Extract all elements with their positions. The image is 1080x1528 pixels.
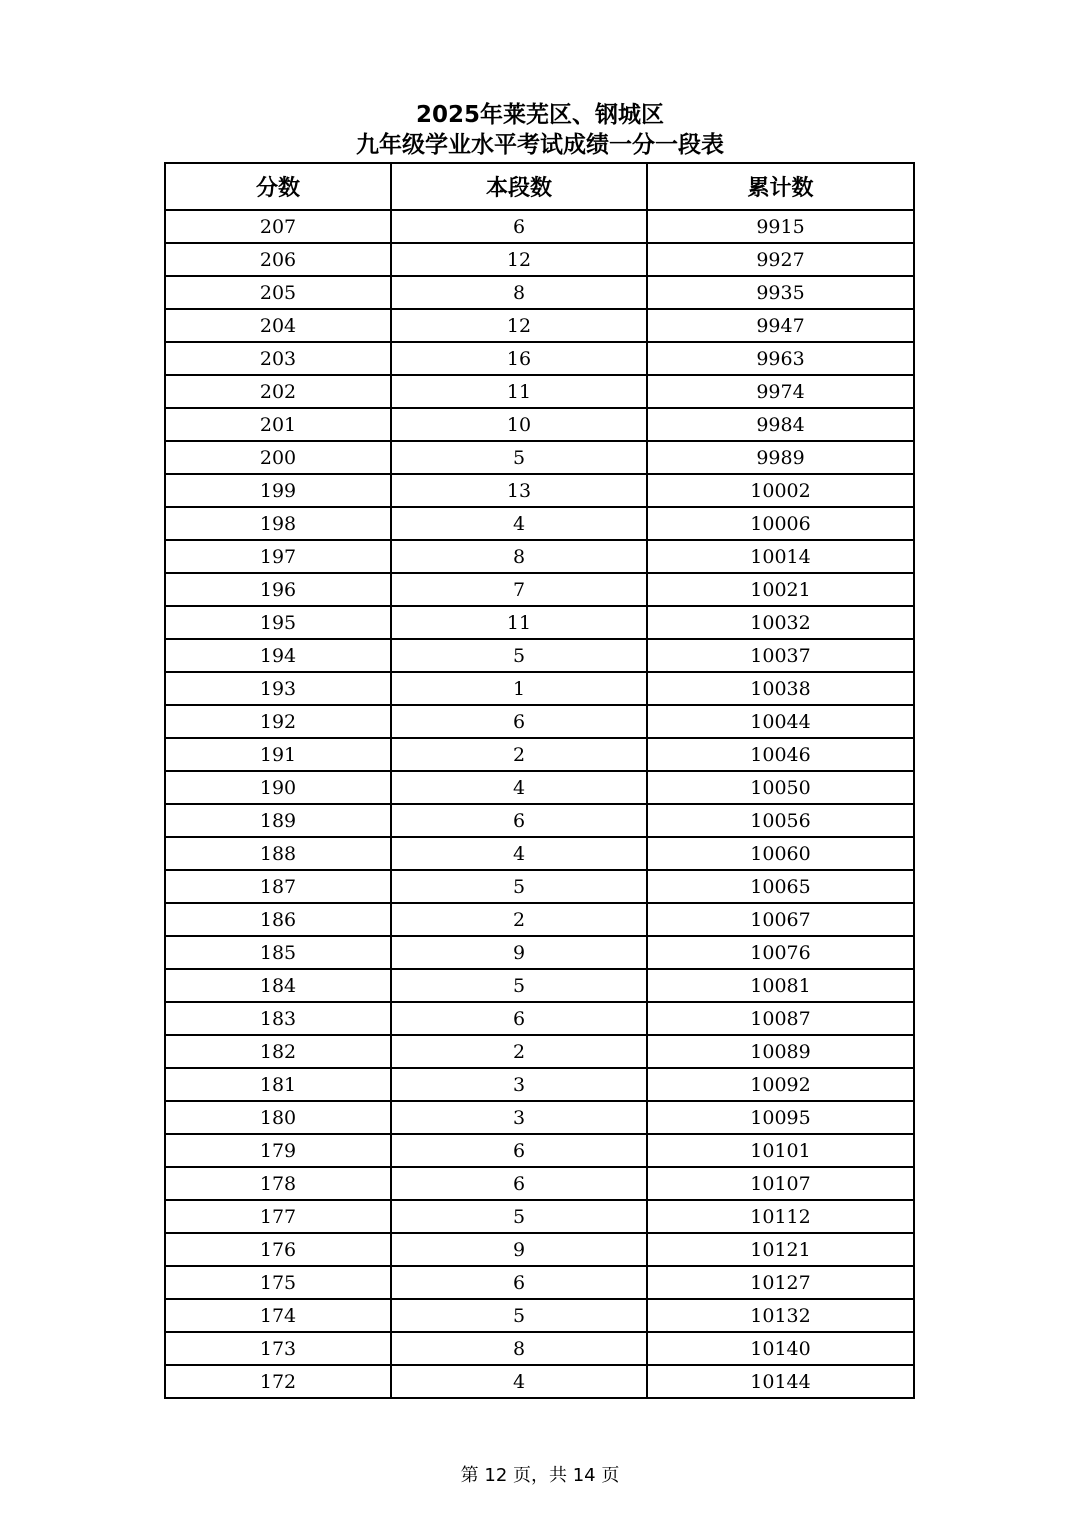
cell-cumulative-count: 10087 <box>647 1002 914 1035</box>
table-row <box>165 705 914 738</box>
header-cumulative-count: 累计数 <box>647 163 914 210</box>
cell-cumulative-count: 10132 <box>647 1299 914 1332</box>
cell-segment-count: 5 <box>391 639 647 672</box>
cell-segment-count: 16 <box>391 342 647 375</box>
cell-score: 174 <box>165 1299 391 1332</box>
table-row <box>165 1266 914 1299</box>
header-segment-count: 本段数 <box>391 163 647 210</box>
cell-cumulative-count: 10067 <box>647 903 914 936</box>
table-row <box>165 309 914 342</box>
cell-segment-count: 7 <box>391 573 647 606</box>
cell-score: 199 <box>165 474 391 507</box>
cell-segment-count: 8 <box>391 276 647 309</box>
cell-cumulative-count: 10006 <box>647 507 914 540</box>
cell-segment-count: 6 <box>391 1134 647 1167</box>
table-row <box>165 474 914 507</box>
cell-segment-count: 2 <box>391 1035 647 1068</box>
cell-cumulative-count: 10021 <box>647 573 914 606</box>
cell-score: 195 <box>165 606 391 639</box>
cell-score: 184 <box>165 969 391 1002</box>
cell-cumulative-count: 9989 <box>647 441 914 474</box>
table-row <box>165 375 914 408</box>
cell-cumulative-count: 10002 <box>647 474 914 507</box>
cell-score: 207 <box>165 210 391 243</box>
cell-cumulative-count: 10044 <box>647 705 914 738</box>
cell-score: 196 <box>165 573 391 606</box>
cell-cumulative-count: 9984 <box>647 408 914 441</box>
cell-score: 190 <box>165 771 391 804</box>
cell-segment-count: 13 <box>391 474 647 507</box>
table-row <box>165 1365 914 1398</box>
cell-cumulative-count: 10050 <box>647 771 914 804</box>
cell-segment-count: 5 <box>391 1299 647 1332</box>
cell-segment-count: 3 <box>391 1068 647 1101</box>
cell-cumulative-count: 10065 <box>647 870 914 903</box>
cell-segment-count: 4 <box>391 507 647 540</box>
cell-score: 180 <box>165 1101 391 1134</box>
cell-cumulative-count: 10046 <box>647 738 914 771</box>
cell-score: 197 <box>165 540 391 573</box>
score-distribution-table <box>164 162 915 1399</box>
cell-cumulative-count: 10076 <box>647 936 914 969</box>
cell-cumulative-count: 10140 <box>647 1332 914 1365</box>
cell-segment-count: 6 <box>391 1266 647 1299</box>
table-row <box>165 1134 914 1167</box>
cell-cumulative-count: 10095 <box>647 1101 914 1134</box>
cell-score: 205 <box>165 276 391 309</box>
cell-segment-count: 5 <box>391 1200 647 1233</box>
document-title <box>0 100 1080 160</box>
title-line-1: 2025年莱芜区、钢城区 <box>415 102 664 128</box>
table-row <box>165 1002 914 1035</box>
cell-score: 200 <box>165 441 391 474</box>
cell-score: 178 <box>165 1167 391 1200</box>
cell-cumulative-count: 9935 <box>647 276 914 309</box>
cell-cumulative-count: 10037 <box>647 639 914 672</box>
table-row <box>165 837 914 870</box>
cell-segment-count: 6 <box>391 210 647 243</box>
cell-segment-count: 11 <box>391 375 647 408</box>
cell-cumulative-count: 9927 <box>647 243 914 276</box>
cell-segment-count: 1 <box>391 672 647 705</box>
table-row <box>165 969 914 1002</box>
table-row <box>165 1299 914 1332</box>
cell-score: 194 <box>165 639 391 672</box>
cell-segment-count: 4 <box>391 771 647 804</box>
table-row <box>165 276 914 309</box>
table-row <box>165 1200 914 1233</box>
table-row <box>165 738 914 771</box>
cell-cumulative-count: 10092 <box>647 1068 914 1101</box>
cell-segment-count: 5 <box>391 870 647 903</box>
cell-segment-count: 2 <box>391 903 647 936</box>
cell-score: 193 <box>165 672 391 705</box>
cell-score: 191 <box>165 738 391 771</box>
cell-segment-count: 6 <box>391 804 647 837</box>
cell-cumulative-count: 10121 <box>647 1233 914 1266</box>
cell-score: 189 <box>165 804 391 837</box>
cell-segment-count: 6 <box>391 1167 647 1200</box>
cell-score: 185 <box>165 936 391 969</box>
cell-segment-count: 4 <box>391 837 647 870</box>
cell-score: 173 <box>165 1332 391 1365</box>
table-row <box>165 1068 914 1101</box>
cell-segment-count: 4 <box>391 1365 647 1398</box>
cell-cumulative-count: 10014 <box>647 540 914 573</box>
table-row <box>165 573 914 606</box>
table-row <box>165 1101 914 1134</box>
cell-score: 179 <box>165 1134 391 1167</box>
cell-segment-count: 11 <box>391 606 647 639</box>
table-row <box>165 870 914 903</box>
cell-score: 203 <box>165 342 391 375</box>
table-row <box>165 1332 914 1365</box>
table-row <box>165 210 914 243</box>
cell-cumulative-count: 10112 <box>647 1200 914 1233</box>
cell-segment-count: 9 <box>391 1233 647 1266</box>
cell-segment-count: 12 <box>391 243 647 276</box>
table-row <box>165 1167 914 1200</box>
cell-score: 181 <box>165 1068 391 1101</box>
cell-segment-count: 10 <box>391 408 647 441</box>
cell-segment-count: 5 <box>391 969 647 1002</box>
header-score: 分数 <box>165 163 391 210</box>
cell-score: 175 <box>165 1266 391 1299</box>
table-body <box>165 210 914 1398</box>
table-row <box>165 1035 914 1068</box>
table-row <box>165 903 914 936</box>
cell-segment-count: 6 <box>391 1002 647 1035</box>
cell-cumulative-count: 10089 <box>647 1035 914 1068</box>
cell-cumulative-count: 9974 <box>647 375 914 408</box>
cell-score: 183 <box>165 1002 391 1035</box>
table-row <box>165 804 914 837</box>
table-row <box>165 507 914 540</box>
cell-score: 201 <box>165 408 391 441</box>
cell-cumulative-count: 10101 <box>647 1134 914 1167</box>
cell-cumulative-count: 10056 <box>647 804 914 837</box>
cell-cumulative-count: 9915 <box>647 210 914 243</box>
table-header-row <box>165 163 914 210</box>
table-row <box>165 606 914 639</box>
cell-segment-count: 9 <box>391 936 647 969</box>
cell-cumulative-count: 10081 <box>647 969 914 1002</box>
table-row <box>165 540 914 573</box>
table-row <box>165 672 914 705</box>
cell-cumulative-count: 9963 <box>647 342 914 375</box>
table-row <box>165 936 914 969</box>
cell-score: 206 <box>165 243 391 276</box>
table-row <box>165 1233 914 1266</box>
cell-cumulative-count: 10107 <box>647 1167 914 1200</box>
cell-score: 176 <box>165 1233 391 1266</box>
table-row <box>165 408 914 441</box>
table-row <box>165 639 914 672</box>
cell-cumulative-count: 10127 <box>647 1266 914 1299</box>
cell-segment-count: 8 <box>391 1332 647 1365</box>
table-row <box>165 342 914 375</box>
cell-segment-count: 5 <box>391 441 647 474</box>
cell-score: 177 <box>165 1200 391 1233</box>
cell-segment-count: 8 <box>391 540 647 573</box>
cell-cumulative-count: 10038 <box>647 672 914 705</box>
cell-cumulative-count: 10060 <box>647 837 914 870</box>
cell-score: 188 <box>165 837 391 870</box>
cell-cumulative-count: 10144 <box>647 1365 914 1398</box>
cell-score: 202 <box>165 375 391 408</box>
cell-segment-count: 2 <box>391 738 647 771</box>
cell-score: 192 <box>165 705 391 738</box>
cell-score: 198 <box>165 507 391 540</box>
title-line-2: 九年级学业水平考试成绩一分一段表 <box>356 132 724 158</box>
table-row <box>165 441 914 474</box>
cell-score: 204 <box>165 309 391 342</box>
table-row <box>165 771 914 804</box>
page-footer: 第 12 页，共 14 页 <box>460 1465 620 1486</box>
table-row <box>165 243 914 276</box>
cell-cumulative-count: 9947 <box>647 309 914 342</box>
cell-score: 187 <box>165 870 391 903</box>
cell-segment-count: 3 <box>391 1101 647 1134</box>
cell-score: 172 <box>165 1365 391 1398</box>
cell-cumulative-count: 10032 <box>647 606 914 639</box>
cell-segment-count: 12 <box>391 309 647 342</box>
cell-score: 186 <box>165 903 391 936</box>
cell-segment-count: 6 <box>391 705 647 738</box>
cell-score: 182 <box>165 1035 391 1068</box>
